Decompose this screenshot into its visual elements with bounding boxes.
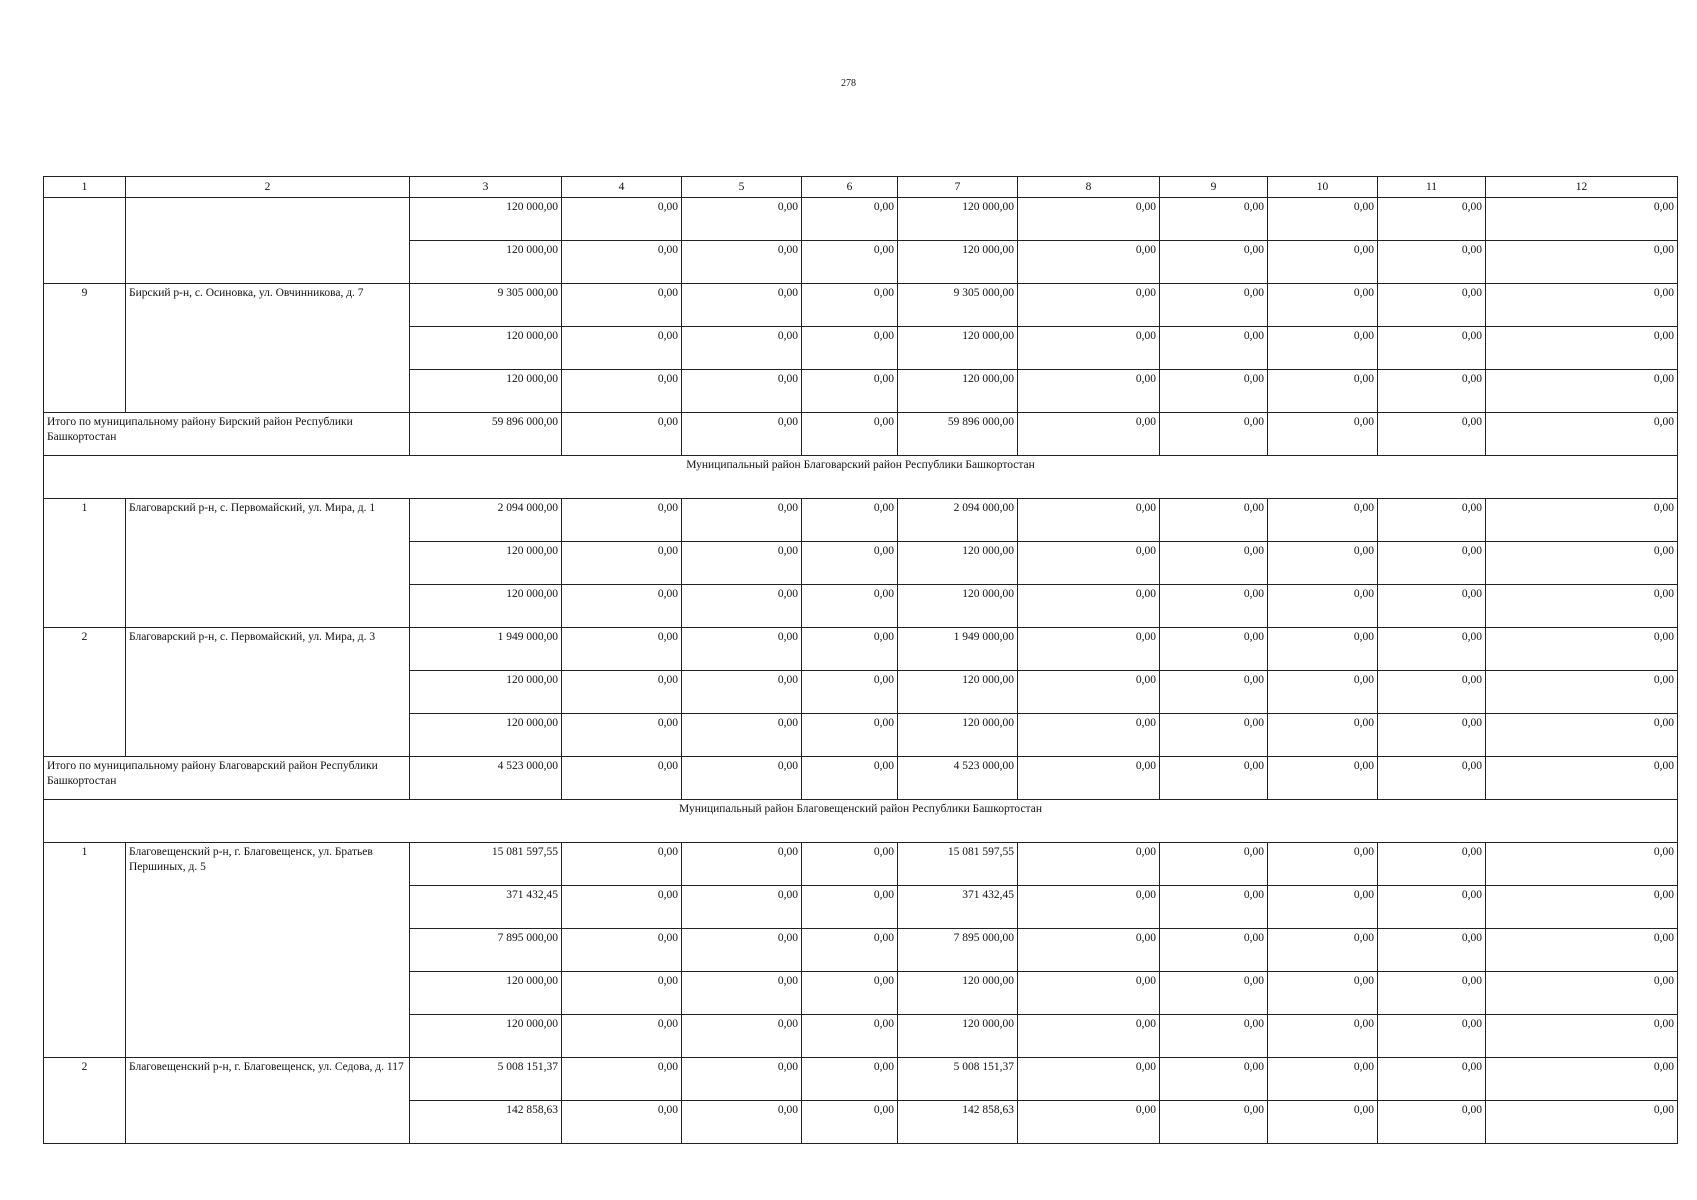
value-cell: 2 094 000,00 <box>898 499 1018 542</box>
value-cell: 0,00 <box>1378 284 1486 327</box>
page-number: 278 <box>841 78 856 89</box>
value-cell: 0,00 <box>1018 198 1160 241</box>
value-cell: 0,00 <box>1018 1101 1160 1144</box>
value-cell: 0,00 <box>1378 714 1486 757</box>
value-cell: 0,00 <box>562 1015 682 1058</box>
value-cell: 0,00 <box>1018 757 1160 800</box>
value-cell: 0,00 <box>1378 671 1486 714</box>
value-cell: 0,00 <box>562 972 682 1015</box>
value-cell: 0,00 <box>802 370 898 413</box>
table-row <box>44 843 1678 886</box>
value-cell: 0,00 <box>1160 843 1268 886</box>
section-title: Муниципальный район Благовещенский район Республики Башкортостан <box>44 800 1678 843</box>
value-cell: 0,00 <box>1486 628 1678 671</box>
value-cell: 0,00 <box>1268 542 1378 585</box>
value-cell: 0,00 <box>1268 241 1378 284</box>
value-cell: 1 949 000,00 <box>410 628 562 671</box>
table-row <box>44 1058 1678 1101</box>
value-cell: 0,00 <box>1378 1015 1486 1058</box>
value-cell: 0,00 <box>682 714 802 757</box>
value-cell: 120 000,00 <box>898 1015 1018 1058</box>
row-index: 2 <box>44 628 126 757</box>
column-header: 6 <box>802 177 898 198</box>
value-cell: 120 000,00 <box>898 198 1018 241</box>
address-cell <box>126 198 410 284</box>
address-cell: Благовещенский р-н, г. Благовещенск, ул. Братьев Першиных, д. 5 <box>126 843 410 1058</box>
value-cell: 0,00 <box>1160 327 1268 370</box>
value-cell: 0,00 <box>682 757 802 800</box>
section-row <box>44 456 1678 499</box>
value-cell: 0,00 <box>1268 714 1378 757</box>
value-cell: 0,00 <box>1268 1015 1378 1058</box>
value-cell: 0,00 <box>562 413 682 456</box>
value-cell: 120 000,00 <box>898 585 1018 628</box>
value-cell: 0,00 <box>1160 757 1268 800</box>
value-cell: 4 523 000,00 <box>410 757 562 800</box>
value-cell: 0,00 <box>1486 499 1678 542</box>
value-cell: 0,00 <box>1018 1015 1160 1058</box>
value-cell: 0,00 <box>1268 284 1378 327</box>
value-cell: 0,00 <box>1018 886 1160 929</box>
value-cell: 0,00 <box>1160 972 1268 1015</box>
value-cell: 0,00 <box>1378 929 1486 972</box>
value-cell: 0,00 <box>682 671 802 714</box>
value-cell: 0,00 <box>682 241 802 284</box>
value-cell: 0,00 <box>1018 1058 1160 1101</box>
column-header: 8 <box>1018 177 1160 198</box>
value-cell: 0,00 <box>802 241 898 284</box>
value-cell: 120 000,00 <box>410 671 562 714</box>
value-cell: 0,00 <box>1378 886 1486 929</box>
value-cell: 0,00 <box>1160 886 1268 929</box>
value-cell: 0,00 <box>682 585 802 628</box>
value-cell: 0,00 <box>682 628 802 671</box>
value-cell: 0,00 <box>1160 542 1268 585</box>
total-label: Итого по муниципальному району Бирский район Республики Башкортостан <box>44 413 410 456</box>
row-index: 9 <box>44 284 126 413</box>
column-header: 12 <box>1486 177 1678 198</box>
value-cell: 7 895 000,00 <box>898 929 1018 972</box>
value-cell: 0,00 <box>802 757 898 800</box>
value-cell: 120 000,00 <box>898 671 1018 714</box>
value-cell: 0,00 <box>1018 628 1160 671</box>
column-header: 4 <box>562 177 682 198</box>
value-cell: 0,00 <box>1160 198 1268 241</box>
value-cell: 0,00 <box>802 284 898 327</box>
value-cell: 59 896 000,00 <box>898 413 1018 456</box>
value-cell: 120 000,00 <box>898 241 1018 284</box>
value-cell: 0,00 <box>562 628 682 671</box>
column-header: 11 <box>1378 177 1486 198</box>
value-cell: 120 000,00 <box>898 714 1018 757</box>
value-cell: 0,00 <box>802 1058 898 1101</box>
section-title: Муниципальный район Благоварский район Республики Башкортостан <box>44 456 1678 499</box>
value-cell: 120 000,00 <box>898 542 1018 585</box>
value-cell: 120 000,00 <box>410 1015 562 1058</box>
column-header: 3 <box>410 177 562 198</box>
value-cell: 4 523 000,00 <box>898 757 1018 800</box>
value-cell: 0,00 <box>682 284 802 327</box>
value-cell: 120 000,00 <box>898 370 1018 413</box>
value-cell: 0,00 <box>1160 499 1268 542</box>
value-cell: 0,00 <box>1018 413 1160 456</box>
value-cell: 0,00 <box>1378 327 1486 370</box>
value-cell: 0,00 <box>1268 585 1378 628</box>
value-cell: 0,00 <box>1160 714 1268 757</box>
value-cell: 120 000,00 <box>410 585 562 628</box>
value-cell: 2 094 000,00 <box>410 499 562 542</box>
total-label: Итого по муниципальному району Благоварский район Республики Башкортостан <box>44 757 410 800</box>
section-row <box>44 800 1678 843</box>
value-cell: 0,00 <box>1378 542 1486 585</box>
value-cell: 0,00 <box>1486 757 1678 800</box>
value-cell: 0,00 <box>1018 843 1160 886</box>
value-cell: 0,00 <box>1486 1015 1678 1058</box>
address-cell: Благоварский р-н, с. Первомайский, ул. Мира, д. 1 <box>126 499 410 628</box>
value-cell: 0,00 <box>1018 929 1160 972</box>
value-cell: 0,00 <box>1268 198 1378 241</box>
value-cell: 120 000,00 <box>410 198 562 241</box>
column-header: 10 <box>1268 177 1378 198</box>
value-cell: 0,00 <box>562 886 682 929</box>
value-cell: 0,00 <box>562 241 682 284</box>
column-header: 2 <box>126 177 410 198</box>
value-cell: 0,00 <box>1486 413 1678 456</box>
value-cell: 0,00 <box>802 542 898 585</box>
row-index: 1 <box>44 843 126 1058</box>
value-cell: 0,00 <box>1378 1101 1486 1144</box>
value-cell: 0,00 <box>1378 499 1486 542</box>
value-cell: 0,00 <box>802 413 898 456</box>
value-cell: 0,00 <box>1160 1015 1268 1058</box>
value-cell: 0,00 <box>1268 327 1378 370</box>
value-cell: 120 000,00 <box>410 327 562 370</box>
value-cell: 0,00 <box>682 370 802 413</box>
value-cell: 0,00 <box>1160 1101 1268 1144</box>
column-header: 5 <box>682 177 802 198</box>
value-cell: 0,00 <box>682 1058 802 1101</box>
value-cell: 0,00 <box>562 370 682 413</box>
total-row <box>44 413 1678 456</box>
value-cell: 120 000,00 <box>410 542 562 585</box>
table-row <box>44 499 1678 542</box>
row-index <box>44 198 126 284</box>
value-cell: 0,00 <box>562 327 682 370</box>
value-cell: 1 949 000,00 <box>898 628 1018 671</box>
value-cell: 142 858,63 <box>410 1101 562 1144</box>
value-cell: 0,00 <box>1160 413 1268 456</box>
value-cell: 0,00 <box>802 499 898 542</box>
value-cell: 0,00 <box>1378 241 1486 284</box>
value-cell: 0,00 <box>682 843 802 886</box>
value-cell: 0,00 <box>1018 542 1160 585</box>
column-header-row <box>44 177 1678 198</box>
value-cell: 0,00 <box>1486 714 1678 757</box>
value-cell: 59 896 000,00 <box>410 413 562 456</box>
value-cell: 0,00 <box>1486 198 1678 241</box>
value-cell: 0,00 <box>1268 628 1378 671</box>
address-cell: Благовещенский р-н, г. Благовещенск, ул. Седова, д. 117 <box>126 1058 410 1144</box>
value-cell: 0,00 <box>802 972 898 1015</box>
value-cell: 0,00 <box>1486 843 1678 886</box>
value-cell: 120 000,00 <box>410 714 562 757</box>
value-cell: 0,00 <box>562 542 682 585</box>
value-cell: 0,00 <box>802 585 898 628</box>
value-cell: 0,00 <box>1018 972 1160 1015</box>
value-cell: 0,00 <box>802 327 898 370</box>
value-cell: 0,00 <box>1268 972 1378 1015</box>
value-cell: 0,00 <box>1378 370 1486 413</box>
value-cell: 0,00 <box>682 929 802 972</box>
value-cell: 0,00 <box>1160 671 1268 714</box>
value-cell: 0,00 <box>1018 284 1160 327</box>
value-cell: 0,00 <box>1268 1101 1378 1144</box>
value-cell: 0,00 <box>682 198 802 241</box>
value-cell: 15 081 597,55 <box>898 843 1018 886</box>
value-cell: 0,00 <box>562 843 682 886</box>
value-cell: 0,00 <box>1018 585 1160 628</box>
value-cell: 371 432,45 <box>898 886 1018 929</box>
column-header: 7 <box>898 177 1018 198</box>
row-index: 1 <box>44 499 126 628</box>
value-cell: 0,00 <box>1268 1058 1378 1101</box>
value-cell: 0,00 <box>1018 241 1160 284</box>
value-cell: 0,00 <box>682 886 802 929</box>
value-cell: 0,00 <box>562 585 682 628</box>
value-cell: 0,00 <box>1486 542 1678 585</box>
value-cell: 5 008 151,37 <box>410 1058 562 1101</box>
value-cell: 15 081 597,55 <box>410 843 562 886</box>
value-cell: 0,00 <box>1018 370 1160 413</box>
value-cell: 0,00 <box>802 886 898 929</box>
value-cell: 0,00 <box>1486 370 1678 413</box>
total-row <box>44 757 1678 800</box>
value-cell: 0,00 <box>1378 413 1486 456</box>
value-cell: 120 000,00 <box>898 972 1018 1015</box>
value-cell: 0,00 <box>802 671 898 714</box>
value-cell: 120 000,00 <box>898 327 1018 370</box>
value-cell: 0,00 <box>682 499 802 542</box>
value-cell: 0,00 <box>562 499 682 542</box>
column-header: 9 <box>1160 177 1268 198</box>
value-cell: 0,00 <box>682 972 802 1015</box>
value-cell: 0,00 <box>682 1101 802 1144</box>
value-cell: 0,00 <box>562 757 682 800</box>
value-cell: 0,00 <box>802 1101 898 1144</box>
value-cell: 0,00 <box>802 929 898 972</box>
value-cell: 0,00 <box>1268 370 1378 413</box>
value-cell: 0,00 <box>1378 757 1486 800</box>
address-cell: Благоварский р-н, с. Первомайский, ул. Мира, д. 3 <box>126 628 410 757</box>
value-cell: 0,00 <box>562 284 682 327</box>
value-cell: 0,00 <box>1486 585 1678 628</box>
value-cell: 0,00 <box>1268 843 1378 886</box>
value-cell: 120 000,00 <box>410 241 562 284</box>
value-cell: 0,00 <box>1486 1058 1678 1101</box>
value-cell: 0,00 <box>1378 628 1486 671</box>
value-cell: 9 305 000,00 <box>898 284 1018 327</box>
row-index: 2 <box>44 1058 126 1144</box>
value-cell: 0,00 <box>802 198 898 241</box>
value-cell: 0,00 <box>1160 1058 1268 1101</box>
table-row <box>44 628 1678 671</box>
budget-table <box>43 176 1678 1144</box>
value-cell: 0,00 <box>1018 499 1160 542</box>
value-cell: 0,00 <box>1018 714 1160 757</box>
value-cell: 0,00 <box>1268 886 1378 929</box>
value-cell: 0,00 <box>1378 198 1486 241</box>
value-cell: 0,00 <box>1378 585 1486 628</box>
value-cell: 0,00 <box>1160 585 1268 628</box>
value-cell: 0,00 <box>562 929 682 972</box>
table-row <box>44 284 1678 327</box>
value-cell: 0,00 <box>1486 972 1678 1015</box>
address-cell: Бирский р-н, с. Осиновка, ул. Овчинникова, д. 7 <box>126 284 410 413</box>
value-cell: 0,00 <box>1486 886 1678 929</box>
value-cell: 120 000,00 <box>410 370 562 413</box>
value-cell: 0,00 <box>1268 413 1378 456</box>
value-cell: 0,00 <box>1378 1058 1486 1101</box>
value-cell: 0,00 <box>1486 284 1678 327</box>
value-cell: 0,00 <box>1486 929 1678 972</box>
value-cell: 7 895 000,00 <box>410 929 562 972</box>
value-cell: 0,00 <box>562 671 682 714</box>
column-header: 1 <box>44 177 126 198</box>
value-cell: 0,00 <box>682 1015 802 1058</box>
value-cell: 0,00 <box>1486 671 1678 714</box>
value-cell: 0,00 <box>1018 671 1160 714</box>
value-cell: 0,00 <box>1486 1101 1678 1144</box>
value-cell: 0,00 <box>1268 929 1378 972</box>
value-cell: 0,00 <box>562 1058 682 1101</box>
value-cell: 9 305 000,00 <box>410 284 562 327</box>
value-cell: 0,00 <box>1378 972 1486 1015</box>
value-cell: 0,00 <box>562 714 682 757</box>
value-cell: 0,00 <box>802 628 898 671</box>
value-cell: 0,00 <box>1160 284 1268 327</box>
value-cell: 0,00 <box>1018 327 1160 370</box>
value-cell: 0,00 <box>1160 929 1268 972</box>
value-cell: 0,00 <box>682 327 802 370</box>
value-cell: 0,00 <box>1486 327 1678 370</box>
value-cell: 0,00 <box>1486 241 1678 284</box>
value-cell: 142 858,63 <box>898 1101 1018 1144</box>
value-cell: 0,00 <box>802 843 898 886</box>
value-cell: 0,00 <box>1160 628 1268 671</box>
value-cell: 0,00 <box>562 198 682 241</box>
value-cell: 0,00 <box>1160 241 1268 284</box>
value-cell: 0,00 <box>682 413 802 456</box>
value-cell: 0,00 <box>562 1101 682 1144</box>
table-body <box>44 198 1678 1144</box>
value-cell: 0,00 <box>802 1015 898 1058</box>
value-cell: 0,00 <box>682 542 802 585</box>
value-cell: 0,00 <box>1268 499 1378 542</box>
value-cell: 0,00 <box>1268 757 1378 800</box>
value-cell: 0,00 <box>1160 370 1268 413</box>
value-cell: 0,00 <box>1268 671 1378 714</box>
value-cell: 0,00 <box>802 714 898 757</box>
value-cell: 0,00 <box>1378 843 1486 886</box>
value-cell: 120 000,00 <box>410 972 562 1015</box>
value-cell: 5 008 151,37 <box>898 1058 1018 1101</box>
table-row <box>44 198 1678 241</box>
value-cell: 371 432,45 <box>410 886 562 929</box>
